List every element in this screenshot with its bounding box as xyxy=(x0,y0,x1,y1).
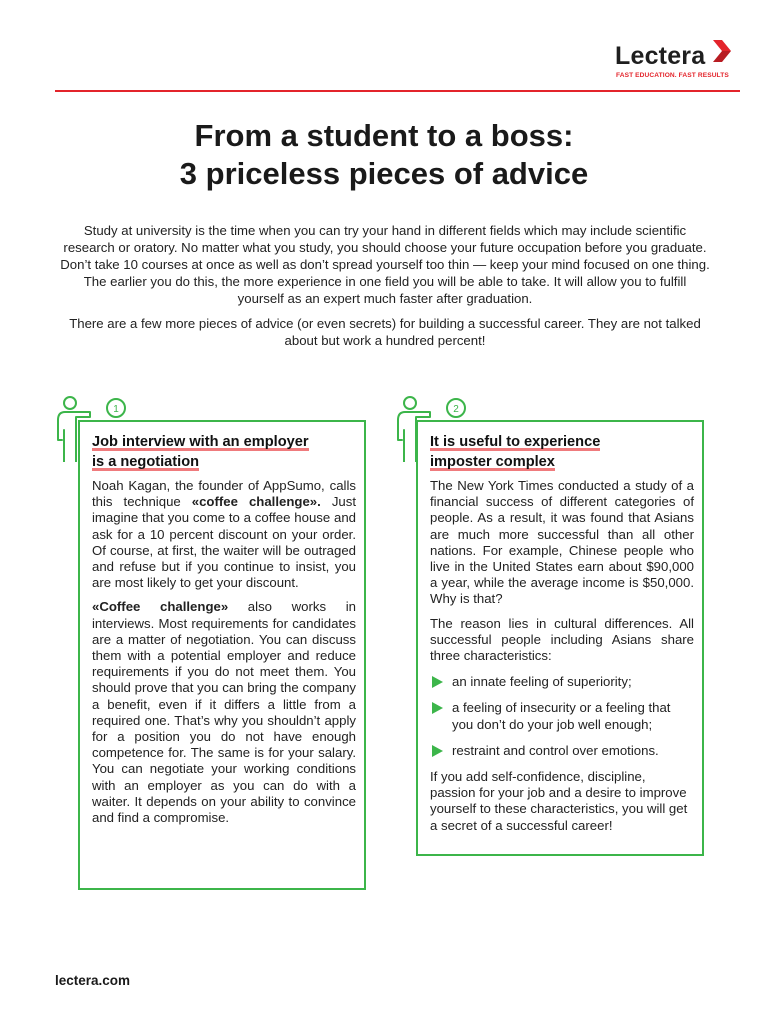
step-number-2: 2 xyxy=(453,404,459,415)
advice-2-paragraph-2: The reason lies in cultural differences. All successful people including Asians share three characteristics: xyxy=(430,615,694,664)
person-pointing-icon xyxy=(50,392,130,462)
advice-card-2 xyxy=(416,420,704,856)
heading-line-2: is a negotiation xyxy=(92,454,200,470)
advice-1-paragraph-1 xyxy=(92,478,356,591)
advice-1-p1-text: Noah Kagan, the founder of AppSumo, calls this technique xyxy=(92,478,356,510)
logo-wordmark: Lectera xyxy=(615,42,706,70)
advice-1-p1-text-rest: Just imagine that you come to a coffee house and ask for a 10 percent discount on your order. Of course, at first, the waiter will be outraged and refuse but if you continue to insist, you are most likely to get your discount. xyxy=(92,494,357,591)
step-number-1: 1 xyxy=(113,404,119,415)
lectera-logo[interactable] xyxy=(615,38,745,86)
title-line-2: 3 priceless pieces of advice xyxy=(179,156,589,191)
intro-text xyxy=(60,222,710,349)
header-divider xyxy=(55,90,740,92)
advice-1-paragraph-2 xyxy=(92,599,356,826)
arrow-bullet-icon xyxy=(432,745,443,757)
heading-line-1: It is useful to experience xyxy=(430,434,601,450)
advice-card-1-heading xyxy=(92,432,354,472)
logo-chevron-icon xyxy=(709,38,735,64)
list-item-text: a feeling of insecurity or a feeling that you don’t do your job well enough; xyxy=(452,700,671,732)
list-item xyxy=(430,700,694,732)
list-item-text: restraint and control over emotions. xyxy=(452,742,659,758)
heading-line-1: Job interview with an employer xyxy=(92,434,309,450)
arrow-bullet-icon xyxy=(432,702,443,714)
advice-card-2-body xyxy=(430,478,694,834)
footer-website-link[interactable]: lectera.com xyxy=(55,973,131,988)
person-pointing-icon xyxy=(390,392,470,462)
advice-2-closing: If you add self-confidence, discipline, passion for your job and a desire to improve yourself to these characteristics, you will get a secret of a successful career! xyxy=(430,769,688,833)
intro-paragraph-1: Study at university is the time when you can try your hand in different fields which may include scientific research or oratory. No matter what you study, you should choose your future occupation before you graduate. Don’t take 10 courses at once as well as don’t spread yourself too thin — keep your mind focused on one thing. The earlier you do this, the more experience in one field you will be able to take. It will allow you to fulfill yourself as an expert much faster after graduation. xyxy=(60,223,710,306)
advice-card-1 xyxy=(78,420,366,890)
arrow-bullet-icon xyxy=(432,676,443,688)
list-item-text: an innate feeling of superiority; xyxy=(452,674,632,690)
advice-1-p2-text: also works in interviews. Most requirements for candidates are a matter of negotiation. You can discuss them with a potential employer and reduce requirements if you do not meet them. You should prove that you can bring the company a benefit, even if it differs a little from a required one. That’s why you shouldn’t apply for a position you do not have enough competence for. The same is for your salary. You can negotiate your working conditions with an employer as you can do with a waiter. It depends on your ability to convince and find a compromise. xyxy=(92,599,356,826)
list-item xyxy=(430,674,694,690)
heading-line-2: imposter complex xyxy=(430,454,555,470)
advice-2-paragraph-1: The New York Times conducted a study of a financial success of different categories of people. As a result, it was found that Asians are much more successful than all other nations. For example, Chinese people who live in the United States earn about $90,000 a year, while the average income is $50,000. Why is that? xyxy=(430,478,694,607)
advice-card-1-body xyxy=(92,478,356,826)
characteristics-list xyxy=(430,674,694,759)
coffee-challenge-term: «coffee challenge». xyxy=(191,494,321,510)
intro-paragraph-2: There are a few more pieces of advice (or even secrets) for building a successful career. They are not talked about but work a hundred percent! xyxy=(69,316,701,348)
coffee-challenge-term-2: «Coffee challenge» xyxy=(92,599,229,615)
title-line-1: From a student to a boss: xyxy=(194,118,574,153)
list-item xyxy=(430,743,694,759)
logo-tagline: FAST EDUCATION. FAST RESULTS xyxy=(616,72,729,79)
page-title xyxy=(0,117,768,193)
